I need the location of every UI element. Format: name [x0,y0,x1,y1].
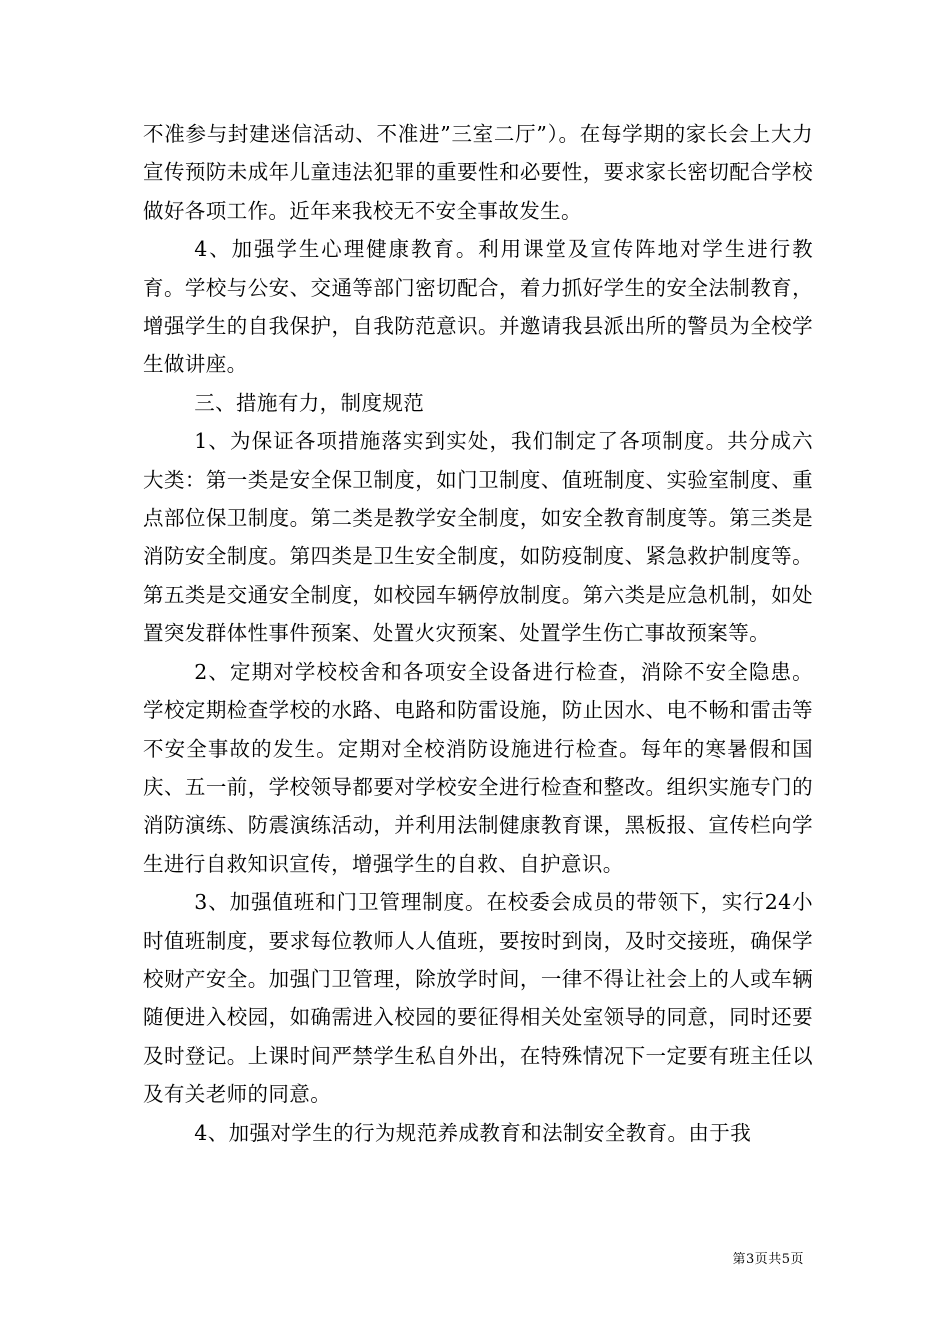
page-number-footer: 第3页共5页 [732,1252,804,1267]
document-body [143,115,813,1152]
paragraph-item-3-duty-gate: 3、加强值班和门卫管理制度。在校委会成员的带领下，实行24小时值班制度，要求每位教师人人值班，要按时到岗，及时交接班，确保学校财产安全。加强门卫管理，除放学时间，一律不得让社会上的人或车辆随便进入校园，如确需进入校园的要征得相关处室领导的同意，同时还要及时登记。上课时间严禁学生私自外出，在特殊情况下一定要有班主任以及有关老师的同意。 [143,890,813,1107]
paragraph-item-2-inspection: 2、定期对学校校舍和各项安全设备进行检查，消除不安全隐患。学校定期检查学校的水路、电路和防雷设施，防止因水、电不畅和雷击等不安全事故的发生。定期对全校消防设施进行检查。每年的寒暑假和国庆、五一前，学校领导都要对学校安全进行检查和整改。组织实施专门的消防演练、防震演练活动，并利用法制健康教育课，黑板报、宣传栏向学生进行自救知识宣传，增强学生的自救、自护意识。 [143,659,813,876]
paragraph-item-4-behavior: 4、加强对学生的行为规范养成教育和法制安全教育。由于我 [194,1120,752,1145]
paragraph-continuation: 不准参与封建迷信活动、不准进”三室二厅”）。在每学期的家长会上大力宣传预防未成年儿童违法犯罪的重要性和必要性，要求家长密切配合学校做好各项工作。近年来我校无不安全事故发生。 [143,122,813,223]
section-heading-measures: 三、措施有力，制度规范 [194,390,425,415]
paragraph-item-1-regulations: 1、为保证各项措施落实到实处，我们制定了各项制度。共分成六大类：第一类是安全保卫制度，如门卫制度、值班制度、实验室制度、重点部位保卫制度。第二类是教学安全制度，如安全教育制度等。第三类是消防安全制度。第四类是卫生安全制度，如防疫制度、紧急救护制度等。第五类是交通安全制度，如校园车辆停放制度。第六类是应急机制，如处置突发群体性事件预案、处置火灾预案、处置学生伤亡事故预案等。 [143,429,813,646]
paragraph-item-4-psych-health: 4、加强学生心理健康教育。利用课堂及宣传阵地对学生进行教育。学校与公安、交通等部门密切配合，着力抓好学生的安全法制教育，增强学生的自我保护，自我防范意识。并邀请我县派出所的警员为全校学生做讲座。 [143,237,813,377]
